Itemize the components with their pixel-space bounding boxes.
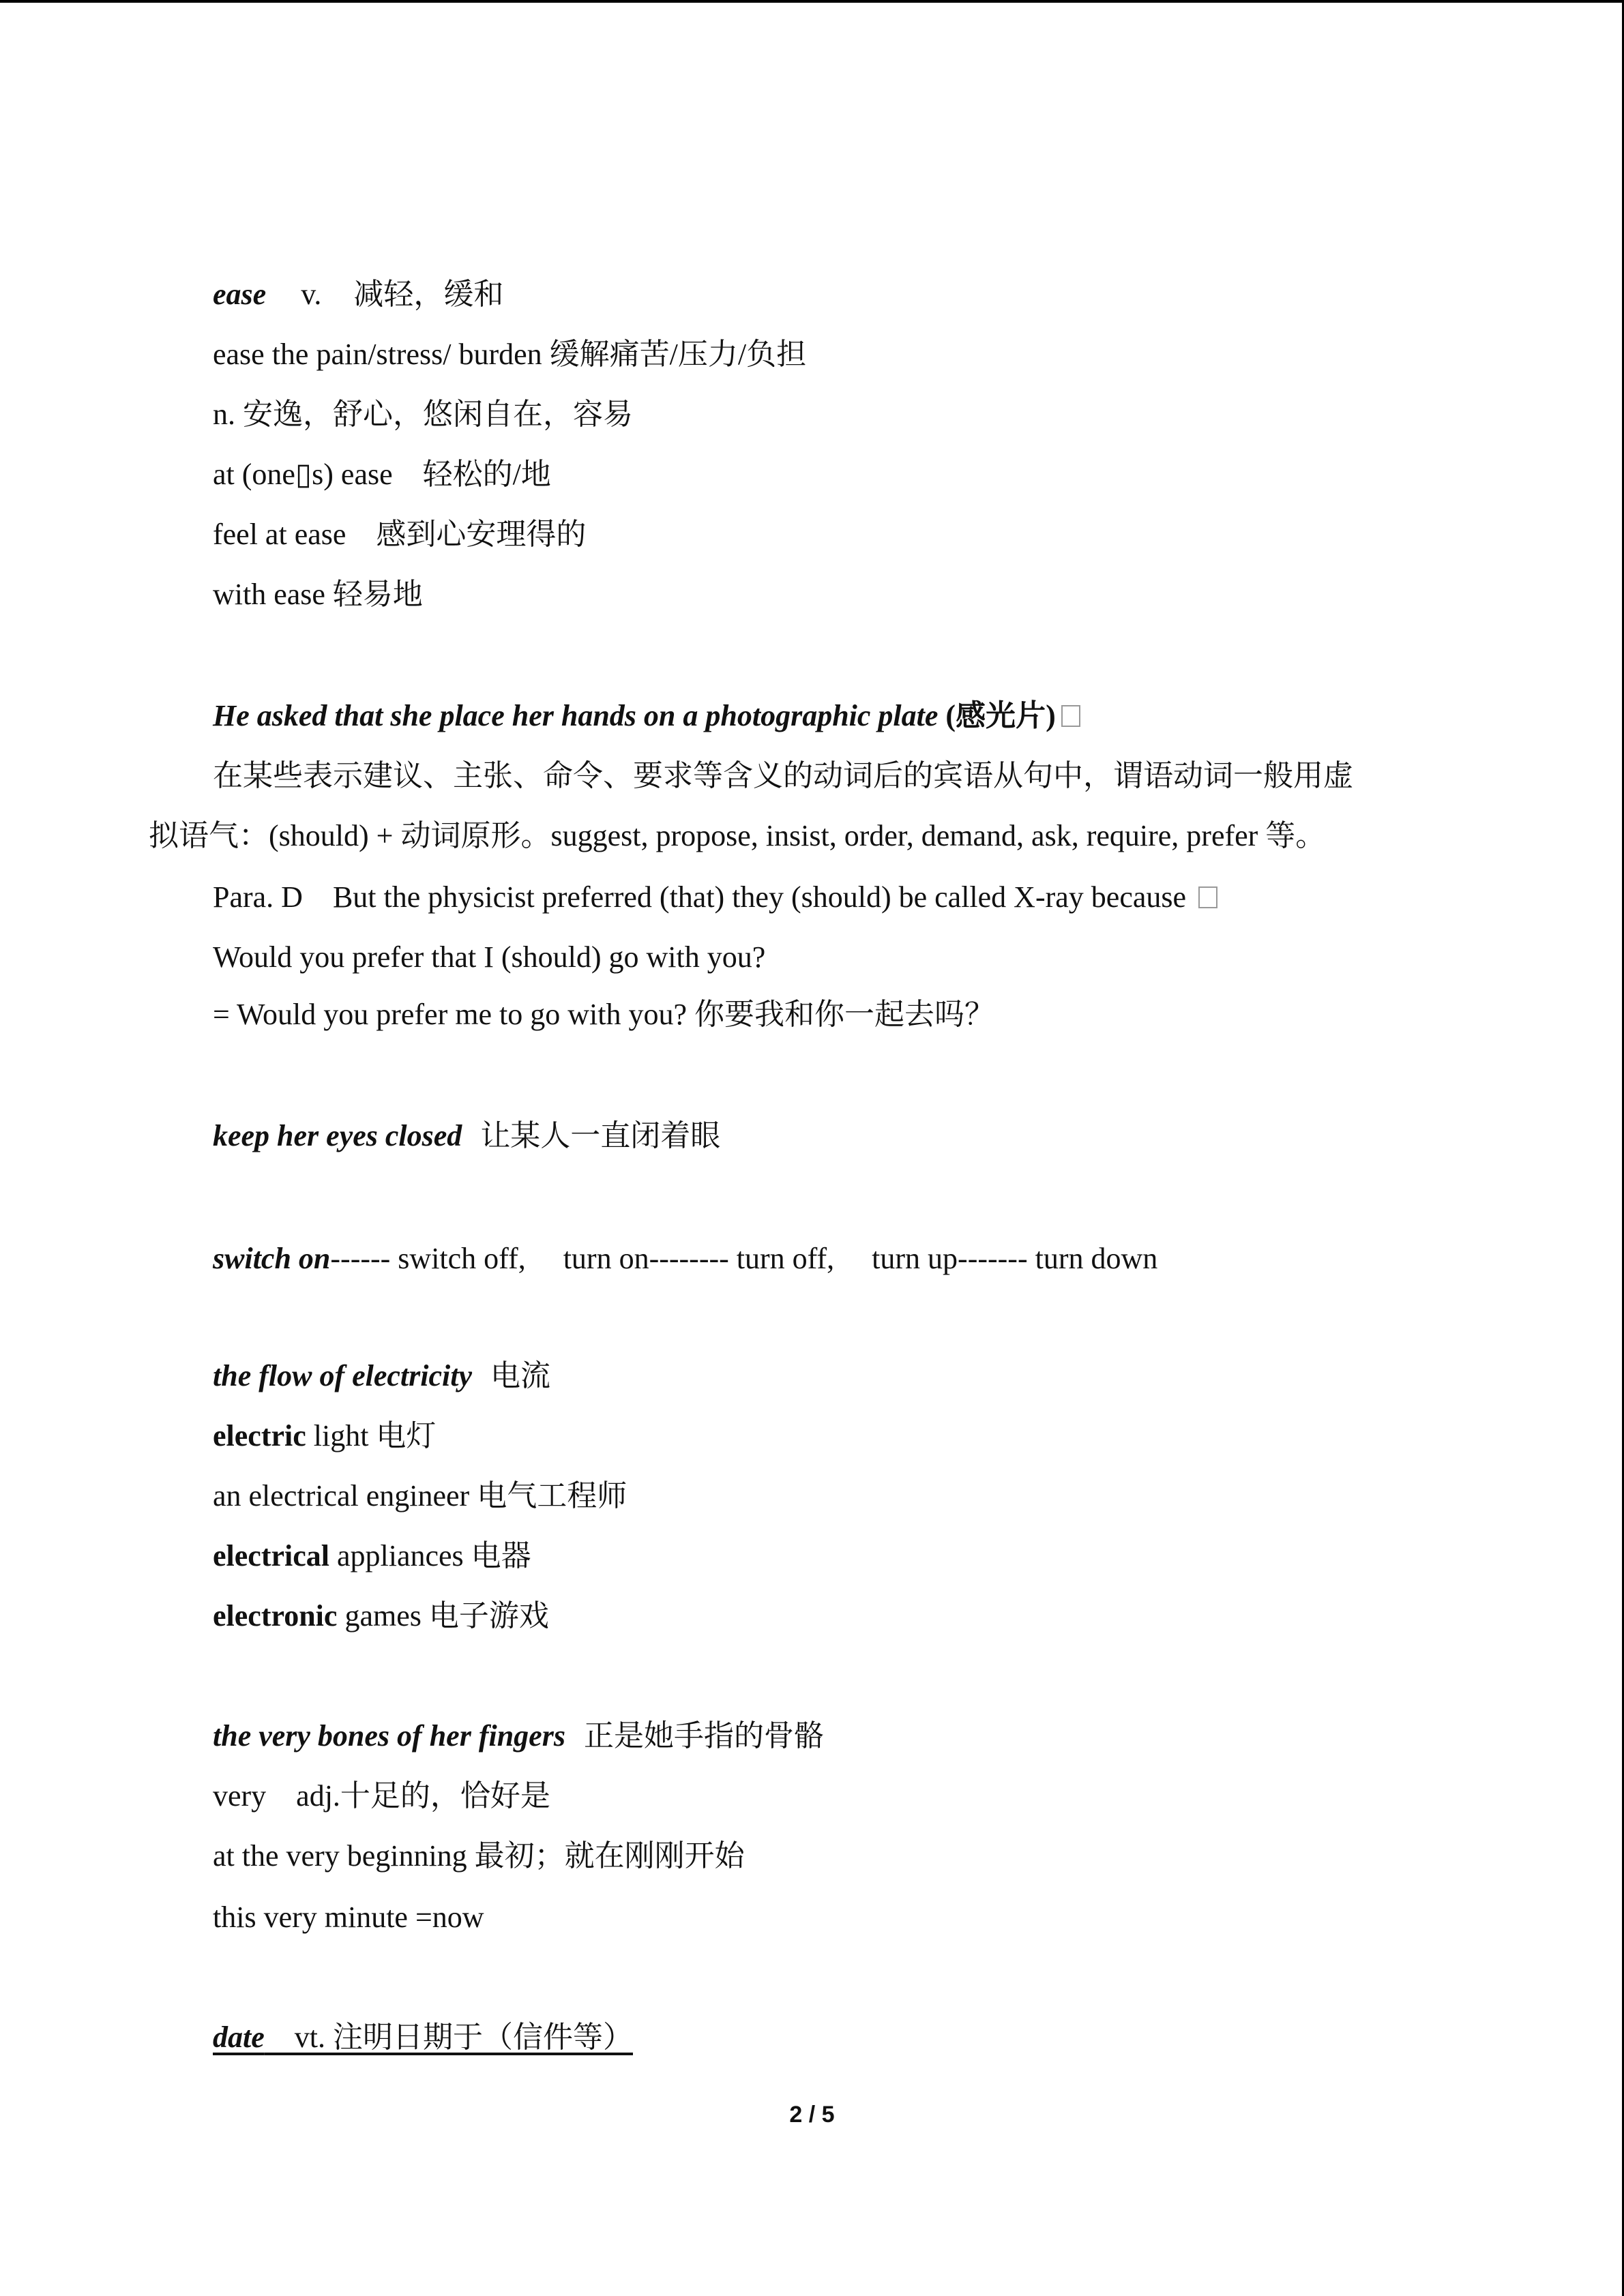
subjunctive-sentence: He asked that she place her hands on a photographic plate — [213, 699, 939, 732]
missing-glyph-icon — [1061, 705, 1080, 727]
date-word: date — [213, 2021, 265, 2054]
subjunctive-explanation-1: 在某些表示建议、主张、命令、要求等含义的动词后的宾语从句中，谓语动词一般用虚 — [213, 759, 1353, 792]
very-line-2: very adj.十足的，恰好是 — [213, 1779, 550, 1813]
electrical-rest: appliances 电器 — [329, 1539, 531, 1572]
switch-phrase: switch on — [213, 1242, 331, 1275]
date-meaning: vt. 注明日期于（信件等） — [264, 2021, 633, 2054]
subjunctive-example-3: = Would you prefer me to go with you? 你要我和你一起去吗？ — [213, 998, 994, 1031]
missing-glyph-icon — [1198, 886, 1217, 908]
para-d-text: Para. D But the physicist preferred (that) they (should) be called X-ray because — [213, 880, 1187, 914]
ease-line-2: ease the pain/stress/ burden 缓解痛苦/压力/负担 — [213, 338, 807, 371]
electronic-word: electronic — [213, 1599, 338, 1632]
very-line-3: at the very beginning 最初；就在刚刚开始 — [213, 1839, 745, 1873]
ease-line-3: n. 安逸，舒心，悠闲自在，容易 — [213, 398, 633, 431]
electric-light-line — [213, 1417, 436, 1455]
switch-pairs: ------ switch off, turn on-------- turn off, turn up------- turn down — [330, 1242, 1158, 1275]
electrical-engineer-line: an electrical engineer 电气工程师 — [213, 1479, 628, 1512]
keep-heading — [213, 1117, 720, 1155]
electrical-word: electrical — [213, 1539, 329, 1572]
flow-heading — [213, 1357, 550, 1395]
electrical-appliances-line — [213, 1537, 531, 1575]
ease-line-5: feel at ease 感到心安理得的 — [213, 518, 587, 551]
subjunctive-explanation-2: 拟语气：(should) + 动词原形。suggest, propose, insist, order, demand, ask, require, prefer 等。 — [149, 819, 1326, 852]
very-heading — [213, 1717, 824, 1755]
very-line-4: this very minute =now — [213, 1900, 484, 1934]
very-meaning: 正是她手指的骨骼 — [583, 1719, 824, 1753]
electronic-games-line — [213, 1597, 549, 1635]
ease-heading — [213, 275, 503, 314]
ease-pos: v. — [301, 278, 322, 311]
electronic-rest: games 电子游戏 — [337, 1599, 549, 1632]
electric-rest: light 电灯 — [306, 1419, 437, 1452]
electric-word: electric — [213, 1419, 306, 1452]
subjunctive-example-2: Would you prefer that I (should) go with you? — [213, 940, 766, 974]
subjunctive-example-para-d — [213, 878, 1217, 916]
ease-meaning: 减轻，缓和 — [353, 278, 504, 311]
flow-meaning: 电流 — [490, 1359, 550, 1392]
ease-line-4: at (one▯s) ease 轻松的/地 — [213, 458, 551, 491]
ease-word: ease — [213, 278, 267, 311]
keep-meaning: 让某人一直闭着眼 — [480, 1119, 721, 1152]
subjunctive-gloss: (感光片) — [945, 699, 1056, 732]
flow-phrase: the flow of electricity — [213, 1359, 472, 1392]
keep-phrase: keep her eyes closed — [213, 1119, 462, 1152]
date-heading — [213, 2018, 633, 2057]
page-number: 2 / 5 — [789, 2102, 835, 2128]
very-phrase: the very bones of her fingers — [213, 1719, 565, 1753]
ease-line-6: with ease 轻易地 — [213, 578, 423, 611]
switch-heading — [213, 1240, 1157, 1278]
subjunctive-heading — [213, 697, 1080, 735]
top-border — [0, 0, 1624, 3]
